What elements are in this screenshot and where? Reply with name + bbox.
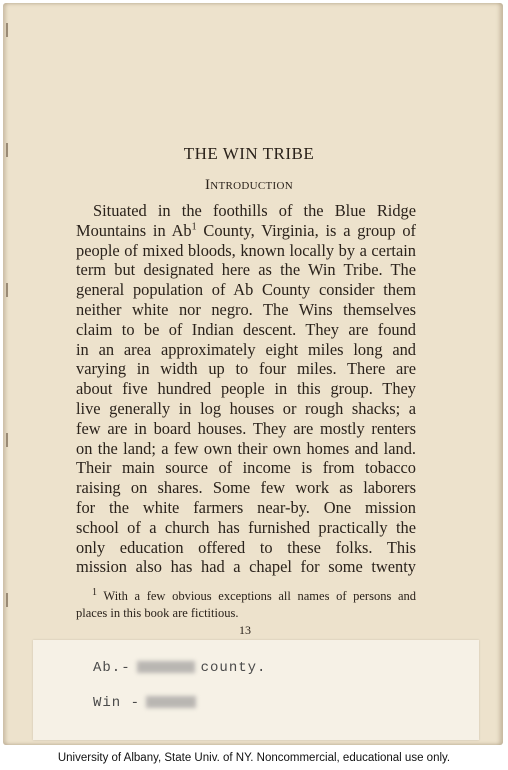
footnote [76,588,416,622]
text-fragment: Mountains in Ab [76,220,192,240]
pasted-typed-note [33,640,479,740]
text-line: general population of Ab County consider them [76,280,416,300]
text-line [76,221,416,241]
text-line: Situated in the foothills of the Blue Ridge [93,201,416,220]
text-line: in an area approximately eight miles long and [76,339,416,359]
text-line: claim to be of Indian descent. They are found [76,319,416,339]
section-heading: Introduction [204,177,294,193]
text-line: on the land; a few own their own homes and land. [76,438,416,458]
footnote-line: places in this book are fictitious. [76,606,239,620]
text-line: raising on shares. Some few work as laborers [76,478,416,498]
spine-mark [6,433,8,447]
note-line [93,660,266,676]
text-line: live generally in log houses or rough shacks; a [76,398,416,418]
footnote-text: With a few obvious exceptions all names of persons and [103,589,416,603]
usage-credit: University of Albany, State Univ. of NY. Noncommercial, educational use only. [57,752,451,764]
spine-mark [6,23,8,37]
note-text: Ab.- [93,660,131,676]
book-page [3,3,503,745]
text-line: for the white farmers near-by. One mission [76,497,416,517]
footnote-line [76,588,416,605]
spine-mark [6,593,8,607]
text-line: Their main source of income is from tobacco [76,458,416,478]
redacted-text [137,661,195,673]
page-number: 13 [239,623,251,637]
text-fragment: County, Virginia, is a group of [203,220,416,240]
text-line: only education offered to these folks. This [76,537,416,557]
note-text: Win - [93,695,141,711]
text-line: neither white nor negro. The Wins themselves [76,299,416,319]
footnote-ref: 1 [191,221,197,233]
footnote-marker: 1 [92,586,97,598]
redacted-text [146,696,196,708]
spine-mark [6,283,8,297]
text-line: varying in width up to four miles. There are [76,359,416,379]
text-line: people of mixed bloods, known locally by a certain [76,240,416,260]
note-text: county. [200,660,267,676]
text-line: school of a church has furnished practically the [76,517,416,537]
body-text [76,201,416,577]
chapter-title: THE WIN TRIBE [183,144,315,163]
text-line: few are in board houses. They are mostly renters [76,418,416,438]
text-line: term but designated here as the Win Tribe. The [76,260,416,280]
text-line: about five hundred people in this group. They [76,379,416,399]
note-line [93,695,202,711]
text-line: mission also has had a chapel for some twenty [76,557,416,577]
